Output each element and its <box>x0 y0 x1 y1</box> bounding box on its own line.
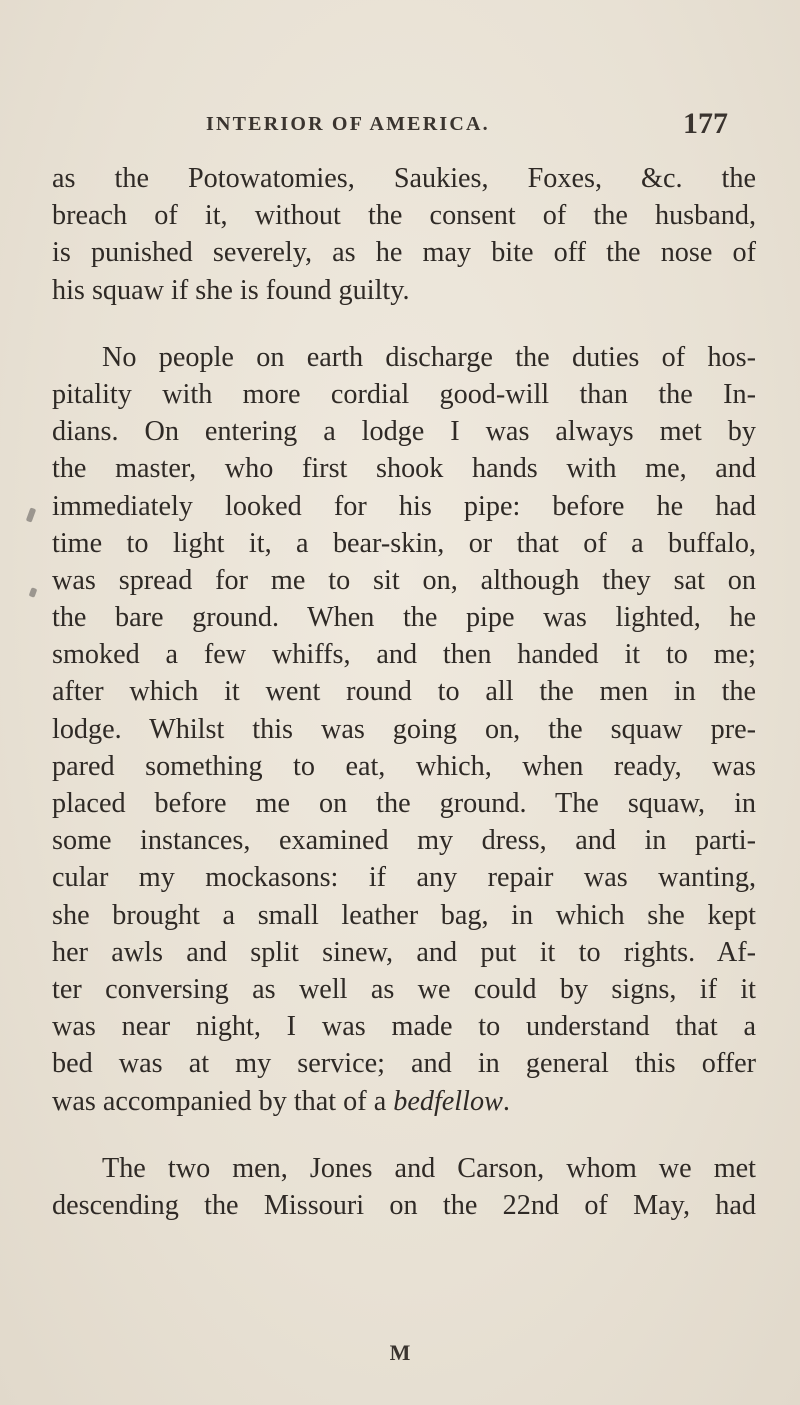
text-line: descending the Missouri on the 22nd of May, had <box>52 1189 756 1221</box>
signature-mark: M <box>389 1340 411 1365</box>
text-line: was accompanied by that of a bedfellow. <box>52 1085 510 1117</box>
text-line: after which it went round to all the men in the <box>52 676 756 708</box>
text-line: the bare ground. When the pipe was lighted, he <box>52 602 756 634</box>
text-line: ter conversing as well as we could by signs, if it <box>52 973 756 1005</box>
text-line: immediately looked for his pipe: before he had <box>52 490 756 522</box>
text-line: lodge. Whilst this was going on, the squaw pre- <box>52 713 756 745</box>
paragraph-2 <box>52 339 756 1120</box>
text-line: his squaw if she is found guilty. <box>52 274 410 306</box>
text-line: No people on earth discharge the duties of hos- <box>102 341 756 373</box>
body-text <box>52 160 756 1224</box>
margin-mark <box>26 507 36 522</box>
paragraph-3 <box>52 1150 756 1224</box>
text-line: time to light it, a bear-skin, or that of a buffalo, <box>52 527 756 559</box>
paragraph-1 <box>52 160 756 309</box>
text-line: The two men, Jones and Carson, whom we met <box>102 1152 756 1184</box>
page-header <box>200 107 728 143</box>
text-line: the master, who first shook hands with me, and <box>52 453 756 485</box>
text-line: pitality with more cordial good-will than the In- <box>52 378 756 410</box>
text-line: was near night, I was made to understand that a <box>52 1011 756 1043</box>
text-line: pared something to eat, which, when ready, was <box>52 750 756 782</box>
text-line: was spread for me to sit on, although they sat on <box>52 564 756 596</box>
text-line: she brought a small leather bag, in which she kept <box>52 899 756 931</box>
text-line: is punished severely, as he may bite off the nose of <box>52 237 756 269</box>
text-line: smoked a few whiffs, and then handed it to me; <box>52 639 756 671</box>
margin-mark <box>29 587 38 598</box>
text-line: placed before me on the ground. The squaw, in <box>52 788 756 819</box>
text-line: her awls and split sinew, and put it to rights. Af- <box>52 936 756 968</box>
text-line: cular my mockasons: if any repair was wanting, <box>52 862 756 894</box>
text-line: as the Potowatomies, Saukies, Foxes, &c. the <box>52 163 756 194</box>
running-title: INTERIOR OF AMERICA. <box>206 113 490 135</box>
text-line: some instances, examined my dress, and in parti- <box>52 825 756 857</box>
page-number: 177 <box>683 107 728 140</box>
text-line: breach of it, without the consent of the husband, <box>52 200 756 232</box>
text-line: dians. On entering a lodge I was always met by <box>52 416 756 448</box>
text-line: bed was at my service; and in general this offer <box>52 1048 756 1080</box>
